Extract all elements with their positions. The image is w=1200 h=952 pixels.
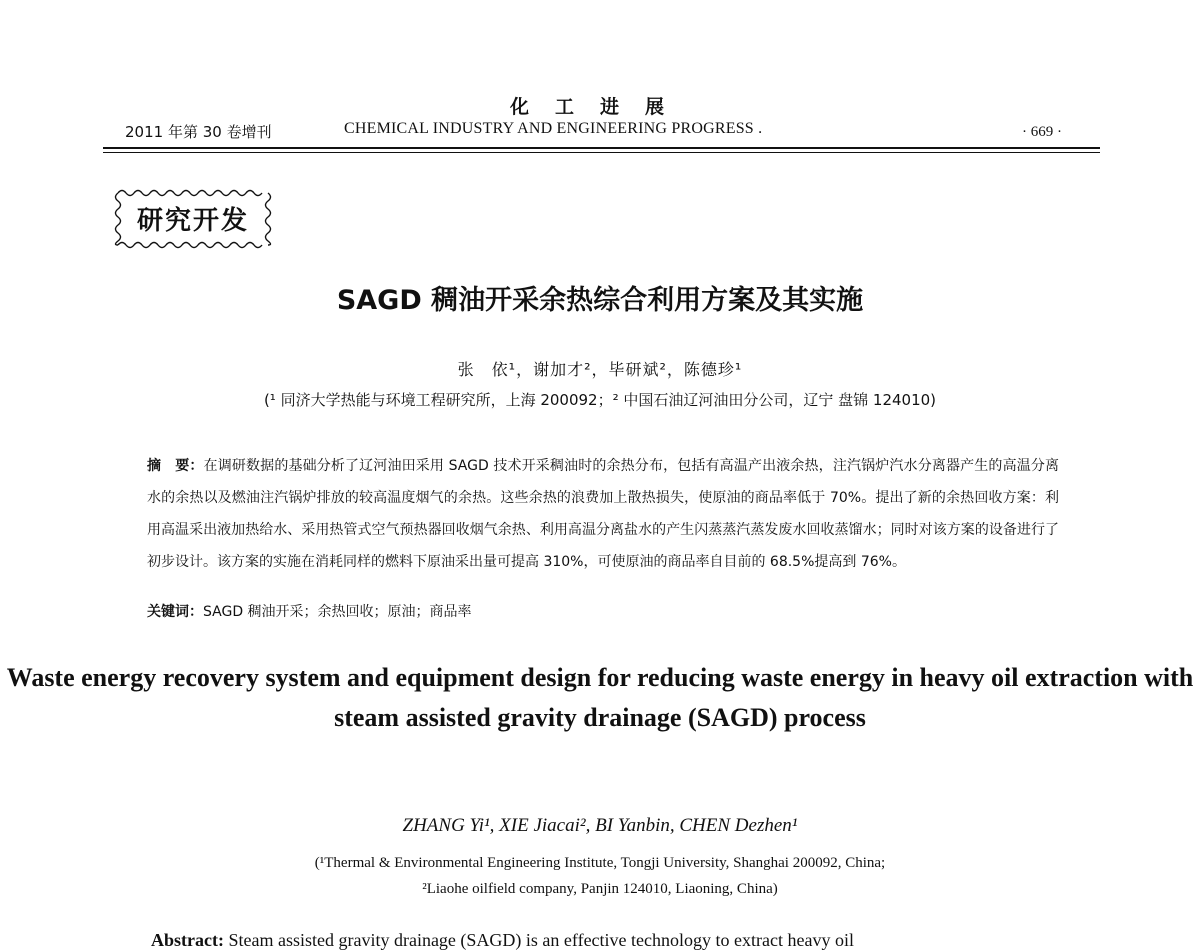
page-number: · 669 · — [1022, 124, 1062, 140]
abstract-cn — [147, 450, 1059, 578]
affiliations-en — [0, 850, 1200, 902]
keywords-cn — [147, 601, 472, 621]
abstract-cn-label: 摘 要： — [147, 458, 204, 474]
abstract-en-label: Abstract: — [151, 930, 224, 950]
authors-en: ZHANG Yi¹, XIE Jiacai², BI Yanbin, CHEN Dezhen¹ — [402, 815, 798, 836]
affiliation-en-line2: ²Liaohe oilfield company, Panjin 124010, Liaoning, China) — [422, 881, 778, 897]
section-label: 研究开发 — [136, 206, 249, 236]
journal-title-en: CHEMICAL INDUSTRY AND ENGINEERING PROGRESS . — [344, 120, 763, 137]
section-label-box — [112, 185, 274, 251]
affiliations-cn: (¹ 同济大学热能与环境工程研究所，上海 200092；² 中国石油辽河油田分公司，辽宁 盘锦 124010) — [263, 391, 937, 409]
issue-info: 2011 年第 30 卷增刊 — [125, 123, 272, 141]
abstract-en — [151, 930, 1071, 951]
keywords-cn-label: 关键词： — [147, 604, 203, 620]
affiliation-en-line1: (¹Thermal & Environmental Engineering Institute, Tongji University, Shanghai 200092, China; — [314, 855, 886, 871]
paper-title-en: Waste energy recovery system and equipment design for reducing waste energy in heavy oil extraction with steam assisted gravity drainage (SAGD) process — [6, 663, 1194, 732]
authors-cn: 张 依¹，谢加才²，毕研斌²，陈德珍¹ — [457, 360, 743, 379]
abstract-cn-text: 在调研数据的基础分析了辽河油田采用 SAGD 技术开采稠油时的余热分布，包括有高温产出液余热，注汽锅炉汽水分离器产生的高温分离水的余热以及燃油注汽锅炉排放的较高温度烟气的余热。这些余热的浪费加上散热损失，使原油的商品率低于 70%。提出了新的余热回收方案：利用高温采出液加热给水、采用热管式空气预热器回收烟气余热、利用高温分离盐水的产生闪蒸蒸汽蒸发废水回收蒸馏水；同时对该方案的设备进行了初步设计。该方案的实施在消耗同样的燃料下原油采出量可提高 310%，可使原油的商品率自目前的 68.5%提高到 76%。 — [147, 458, 1060, 570]
header-rule-thick — [103, 147, 1100, 149]
journal-title-cn: 化工进展 — [509, 96, 690, 118]
paper-title-cn: SAGD 稠油开采余热综合利用方案及其实施 — [336, 285, 864, 316]
header-rule-thin — [103, 152, 1100, 153]
keywords-cn-text: SAGD 稠油开采；余热回收；原油；商品率 — [203, 604, 472, 620]
abstract-en-text: Steam assisted gravity drainage (SAGD) is an effective technology to extract heavy oil — [228, 930, 854, 950]
